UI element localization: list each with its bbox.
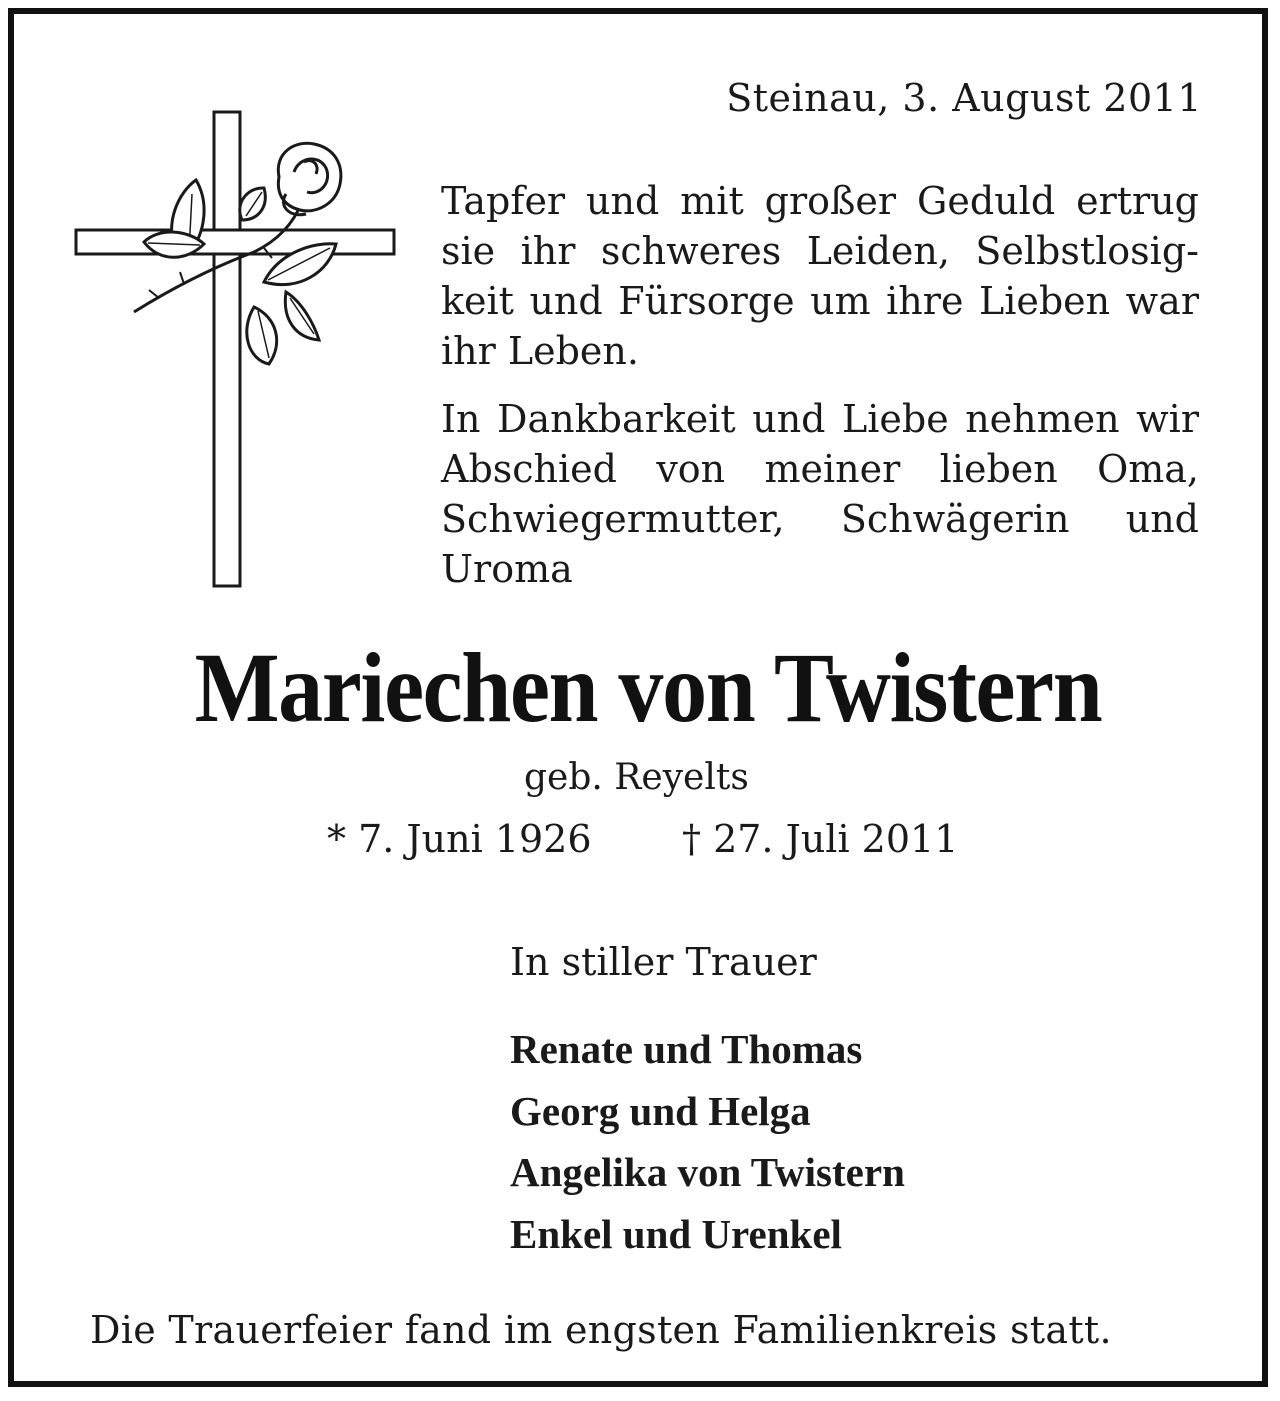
- maiden-name: geb. Reyelts: [524, 757, 749, 798]
- mourner-entry: Angelika von Twistern: [510, 1149, 905, 1195]
- farewell-line: Uroma: [441, 547, 573, 591]
- mourners-list: [510, 1019, 905, 1265]
- tribute-line: keit und Fürsorge um ihre Lieben war: [441, 279, 1199, 323]
- cross-with-rose-icon: [64, 102, 404, 592]
- farewell-paragraph: [441, 394, 1199, 594]
- mourner-entry: Enkel und Urenkel: [510, 1210, 842, 1257]
- tribute-paragraph: [441, 176, 1199, 376]
- farewell-line: Schwiegermutter, Schwägerin und: [441, 497, 1199, 541]
- tribute-line: sie ihr schweres Leiden, Selbstlosig-: [441, 229, 1199, 273]
- funeral-note: Die Trauerfeier fand im engsten Familienkreis statt.: [90, 1308, 1112, 1352]
- farewell-line: In Dankbarkeit und Liebe nehmen wir: [441, 397, 1199, 441]
- death-date: † 27. Juli 2011: [682, 817, 959, 861]
- birth-date: * 7. Juni 1926: [327, 817, 592, 861]
- mourning-phrase: In stiller Trauer: [510, 940, 817, 984]
- obituary-notice: [8, 8, 1268, 1387]
- mourner-entry: Renate und Thomas: [510, 1026, 863, 1072]
- place-and-date: Steinau, 3. August 2011: [726, 76, 1202, 120]
- deceased-name: Mariechen von Twistern: [194, 632, 1102, 743]
- farewell-line: Abschied von meiner lieben Oma,: [441, 447, 1199, 491]
- tribute-line: ihr Leben.: [441, 329, 639, 373]
- tribute-line: Tapfer und mit großer Geduld ertrug: [441, 179, 1199, 223]
- mourner-entry: Georg und Helga: [510, 1087, 811, 1134]
